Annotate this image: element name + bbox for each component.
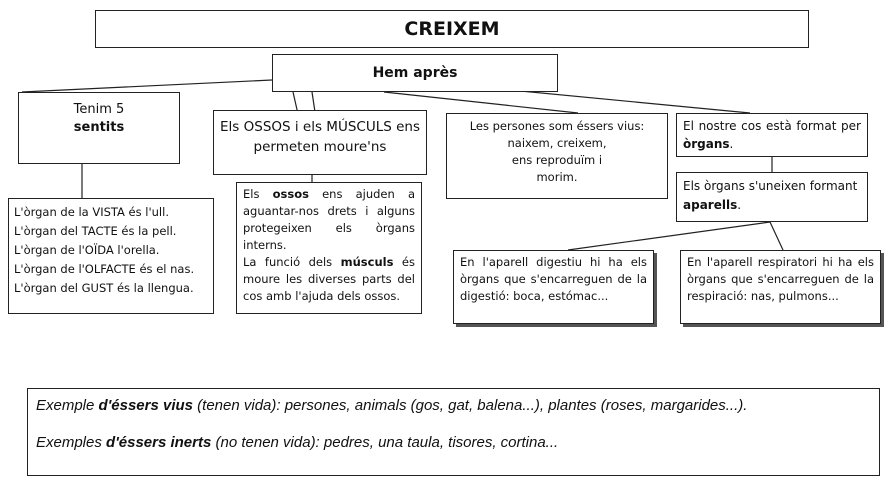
bones-muscles-text <box>236 182 422 314</box>
page-title: CREIXEM <box>95 10 809 48</box>
example-text: Exemples <box>36 434 107 451</box>
systems-box <box>676 172 868 222</box>
muscles-keyword: músculs <box>340 255 394 269</box>
living-line: Les persones som éssers vius: <box>469 119 645 133</box>
senses-header <box>18 92 180 164</box>
examples-spacer <box>36 417 871 432</box>
digestive-system-box: En l'aparell digestiu hi ha els òrgans que s'encarreguen de la digestió: boca, estómac... <box>453 250 654 324</box>
senses-item: L'òrgan de la VISTA és l'ull. <box>14 205 169 219</box>
bones-paragraph <box>243 186 415 254</box>
senses-header-line1: Tenim 5 <box>73 102 125 117</box>
muscles-text: La funció dels <box>243 255 341 269</box>
example-text: (tenen vida): persones, animals (gos, gat, balena...), plantes (roses, margarides...). <box>193 397 748 414</box>
muscles-text: és moure les diverses parts del cos amb l'ajuda dels ossos. <box>243 255 415 303</box>
living-line: naixem, creixem, <box>507 136 607 150</box>
senses-item: L'òrgan de l'OÏDA l'orella. <box>14 243 160 257</box>
example-text: (no tenen vida): pedres, una taula, tisores, cortina... <box>211 434 559 451</box>
example-keyword: d'éssers inerts <box>106 434 212 451</box>
bones-muscles-header: Els OSSOS i els MÚSCULS ens permeten moure'ns <box>213 110 427 175</box>
organs-text: . <box>729 137 734 151</box>
senses-header-line2: sentits <box>73 120 125 135</box>
inert-examples-line <box>36 432 871 454</box>
living-examples-line <box>36 395 871 417</box>
bones-keyword: ossos <box>272 187 309 201</box>
systems-text: . <box>737 198 742 212</box>
bones-text: ens ajuden a aguantar-nos drets i alguns protegeixen els òrgans interns. <box>243 187 415 252</box>
summary-header: Hem après <box>272 54 558 92</box>
systems-keyword: aparells <box>683 198 738 212</box>
respiratory-system-box: En l'aparell respiratori hi ha els òrgans que s'encarreguen de la respiració: nas, pulmons... <box>680 250 881 324</box>
example-text: Exemple <box>36 397 99 414</box>
organs-box <box>676 113 868 157</box>
bones-text: Els <box>243 187 273 201</box>
organs-text: El nostre cos està format per <box>683 119 861 133</box>
senses-item: L'òrgan del GUST és la llengua. <box>14 281 194 295</box>
senses-list <box>8 198 214 314</box>
senses-item: L'òrgan de l'OLFACTE és el nas. <box>14 262 195 276</box>
examples-box <box>27 388 880 476</box>
muscles-paragraph <box>243 254 415 305</box>
systems-text: Els òrgans s'uneixen formant <box>683 179 858 193</box>
living-line: morim. <box>536 170 578 184</box>
living-beings-box <box>446 113 668 199</box>
example-keyword: d'éssers vius <box>98 397 193 414</box>
organs-keyword: òrgans <box>683 137 730 151</box>
living-line: ens reproduïm i <box>511 153 603 167</box>
senses-item: L'òrgan del TACTE és la pell. <box>14 224 177 238</box>
